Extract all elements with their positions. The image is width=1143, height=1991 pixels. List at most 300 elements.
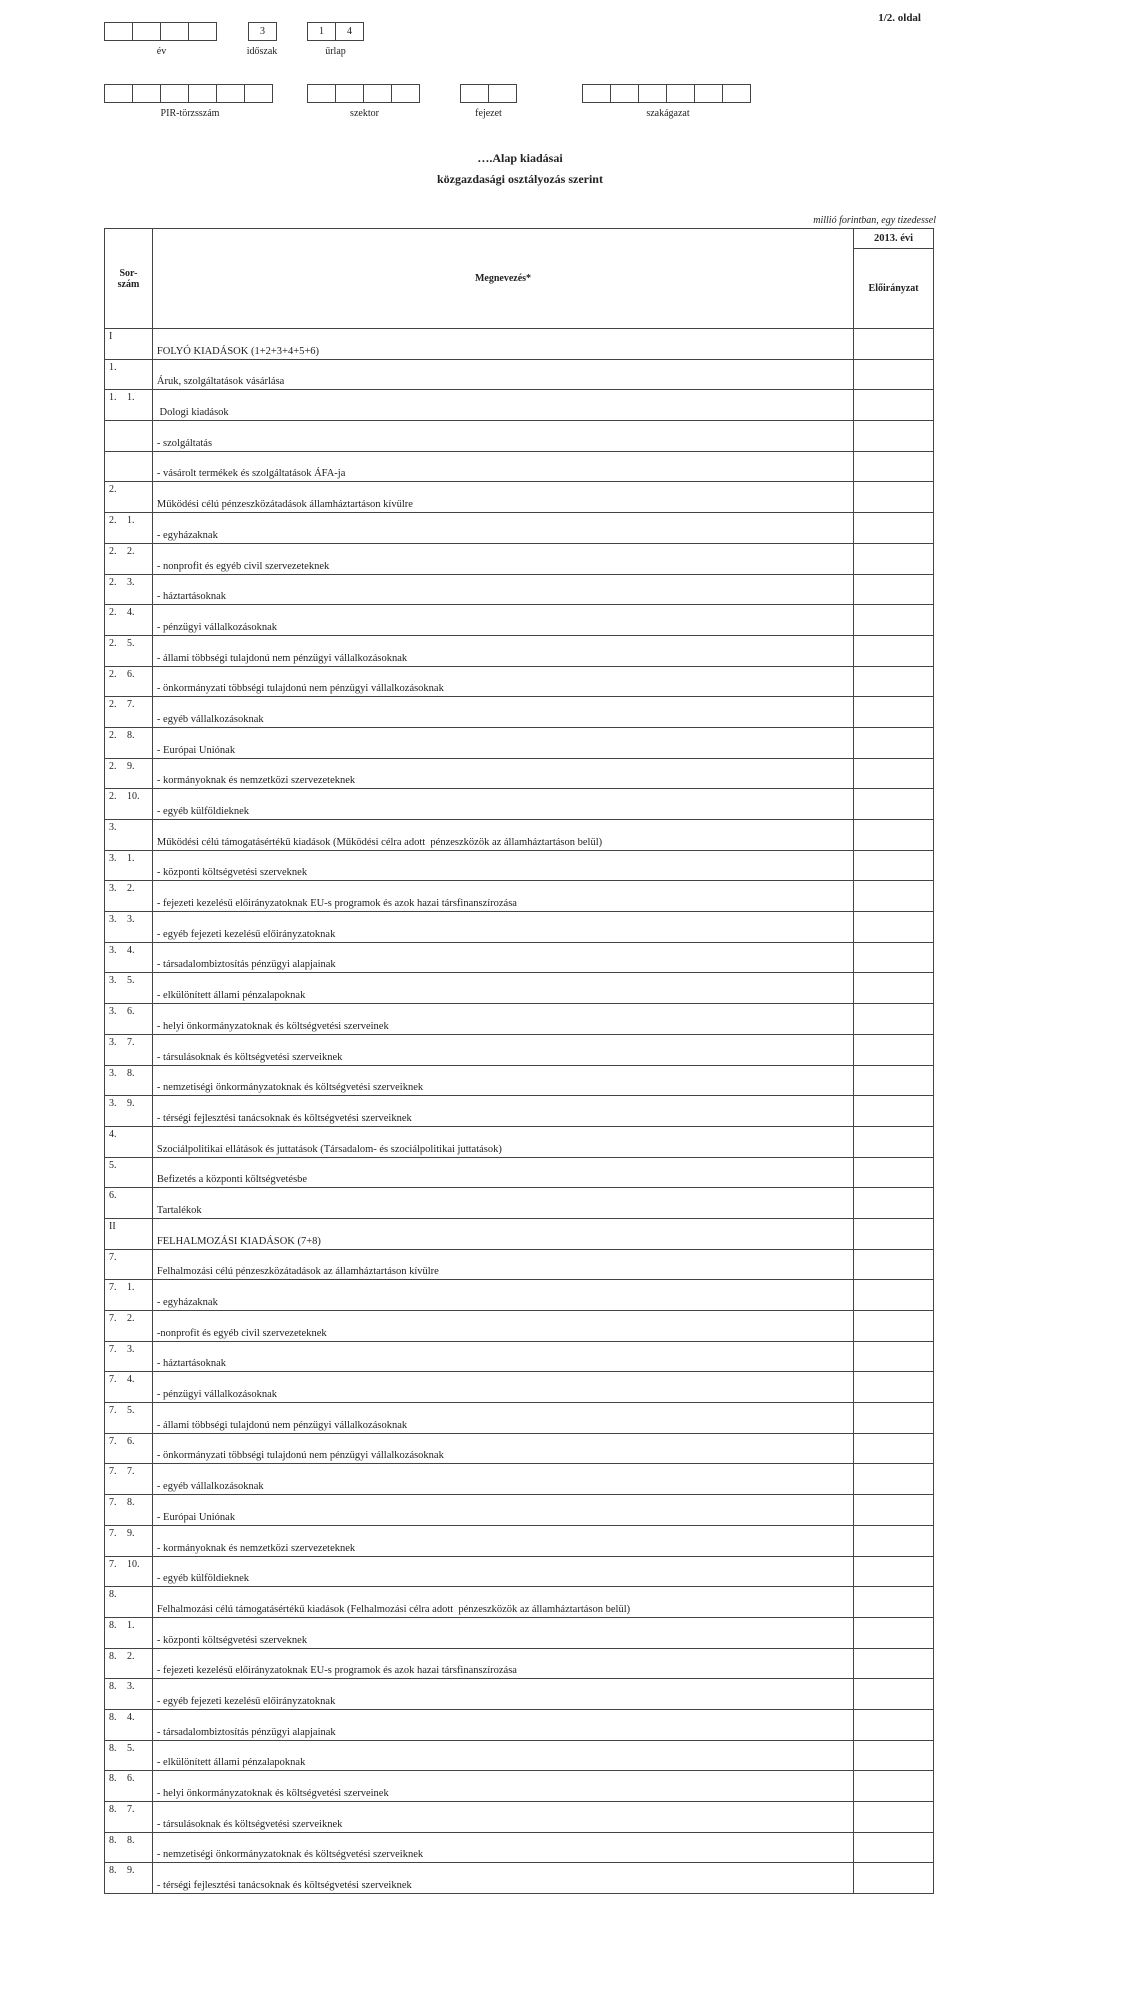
table-row (105, 1280, 934, 1311)
row-number-main: 7. (109, 1313, 117, 1324)
row-number-sub: 3. (127, 1681, 135, 1693)
fejezet-boxes[interactable] (460, 84, 516, 103)
row-number-main: 8. (109, 1865, 117, 1877)
eloiranyzat-cell[interactable] (854, 451, 934, 482)
table-row (105, 1157, 934, 1188)
row-label: - pénzügyi vállalkozásoknak (152, 1372, 853, 1403)
row-number (105, 820, 153, 851)
table-row (105, 1126, 934, 1157)
table-row (105, 850, 934, 881)
row-number (105, 1617, 153, 1648)
row-label: - vásárolt termékek és szolgáltatások ÁFA-ja (152, 451, 853, 482)
row-number-sub: 6. (127, 1006, 135, 1018)
urlap-box[interactable]: 4 (335, 22, 364, 41)
row-number (105, 635, 153, 666)
row-label: - társulásoknak és költségvetési szerveiknek (152, 1034, 853, 1065)
szektor-boxes[interactable] (307, 84, 419, 103)
szektor-box[interactable] (307, 84, 336, 103)
row-label: - nonprofit és egyéb civil szervezeteknek (152, 543, 853, 574)
row-number (105, 1556, 153, 1587)
eloiranyzat-cell[interactable] (854, 1280, 934, 1311)
table-row (105, 1771, 934, 1802)
row-label: - társulásoknak és költségvetési szerveiknek (152, 1802, 853, 1833)
table-row (105, 912, 934, 943)
szektor-label: szektor (350, 108, 379, 119)
row-number-main: 2. (109, 791, 117, 803)
table-row (105, 359, 934, 390)
table-row (105, 1065, 934, 1096)
row-number-main: 3. (109, 975, 117, 987)
eloiranyzat-cell[interactable] (854, 574, 934, 605)
pir-boxes[interactable] (104, 84, 272, 103)
table-row (105, 1556, 934, 1587)
eloiranyzat-cell[interactable] (854, 482, 934, 513)
row-label: - pénzügyi vállalkozásoknak (152, 605, 853, 636)
table-row (105, 1495, 934, 1526)
table-row (105, 574, 934, 605)
eloiranyzat-cell[interactable] (854, 1863, 934, 1894)
eloiranyzat-cell[interactable] (854, 1249, 934, 1280)
eloiranyzat-cell[interactable] (854, 1311, 934, 1342)
row-number (105, 912, 153, 943)
eloiranyzat-cell[interactable] (854, 1157, 934, 1188)
row-number (105, 1157, 153, 1188)
szakagazat-label: szakágazat (646, 108, 690, 119)
row-number (105, 697, 153, 728)
row-number-main: 1. (109, 361, 117, 373)
row-number-main: 2. (109, 515, 117, 527)
row-number-sub: 3. (127, 914, 135, 926)
eloiranyzat-cell[interactable] (854, 1218, 934, 1249)
table-row (105, 1034, 934, 1065)
row-label: - egyházaknak (152, 513, 853, 544)
ev-box[interactable] (160, 22, 189, 41)
table-row (105, 1587, 934, 1618)
row-number-main: 3. (109, 1067, 117, 1079)
row-number-main: 2. (109, 607, 117, 619)
eloiranyzat-cell[interactable] (854, 1464, 934, 1495)
idoszak-box[interactable]: 3 (248, 22, 277, 41)
table-row (105, 727, 934, 758)
row-number-main: 3. (109, 944, 117, 956)
row-number (105, 666, 153, 697)
row-label: Működési célú pénzeszközátadások államháztartáson kívülre (152, 482, 853, 513)
row-number-main: 5. (109, 1159, 117, 1171)
page-title: ….Alap kiadásai (477, 151, 563, 165)
table-row (105, 1433, 934, 1464)
row-label: - fejezeti kezelésű előirányzatoknak EU-s programok és azok hazai társfinanszírozása (152, 1648, 853, 1679)
table-row (105, 605, 934, 636)
eloiranyzat-cell[interactable] (854, 1433, 934, 1464)
row-label: - egyéb külföldieknek (152, 1556, 853, 1587)
szakagazat-box[interactable] (582, 84, 611, 103)
row-number-main: 2. (109, 576, 117, 588)
row-label: - térségi fejlesztési tanácsoknak és költségvetési szerveiknek (152, 1863, 853, 1894)
pir-box[interactable] (216, 84, 245, 103)
table-row (105, 329, 934, 360)
eloiranyzat-cell[interactable] (854, 1740, 934, 1771)
row-label: - társadalombiztosítás pénzügyi alapjainak (152, 942, 853, 973)
eloiranyzat-cell[interactable] (854, 912, 934, 943)
eloiranyzat-cell[interactable] (854, 1403, 934, 1434)
row-label: - központi költségvetési szerveknek (152, 1617, 853, 1648)
table-row (105, 635, 934, 666)
eloiranyzat-cell[interactable] (854, 1065, 934, 1096)
row-number-sub: 5. (127, 1742, 135, 1754)
table-row (105, 789, 934, 820)
pir-box[interactable] (244, 84, 273, 103)
row-number-sub: 9. (127, 1527, 135, 1539)
ev-box[interactable] (188, 22, 217, 41)
row-number-sub: 9. (127, 1098, 135, 1110)
row-number (105, 881, 153, 912)
eloiranyzat-cell[interactable] (854, 1771, 934, 1802)
row-label: - fejezeti kezelésű előirányzatoknak EU-s programok és azok hazai társfinanszírozása (152, 881, 853, 912)
row-number (105, 543, 153, 574)
row-label: FELHALMOZÁSI KIADÁSOK (7+8) (152, 1218, 853, 1249)
row-number (105, 1587, 153, 1618)
row-number (105, 1218, 153, 1249)
row-label: - egyházaknak (152, 1280, 853, 1311)
eloiranyzat-cell[interactable] (854, 359, 934, 390)
row-number-main: 1. (109, 392, 117, 404)
row-number (105, 1679, 153, 1710)
row-label: - helyi önkormányzatoknak és költségvetési szerveinek (152, 1771, 853, 1802)
row-number (105, 329, 153, 360)
row-number-sub: 4. (127, 1711, 135, 1723)
row-number (105, 1188, 153, 1219)
row-number (105, 789, 153, 820)
row-number-sub: 4. (127, 944, 135, 956)
eloiranyzat-cell[interactable] (854, 635, 934, 666)
row-number-sub: 8. (127, 1834, 135, 1846)
row-label: - egyéb vállalkozásoknak (152, 1464, 853, 1495)
row-number-main: 7. (109, 1282, 117, 1294)
eloiranyzat-cell[interactable] (854, 1802, 934, 1833)
eloiranyzat-cell[interactable] (854, 942, 934, 973)
table-row (105, 666, 934, 697)
row-number-main: 7. (109, 1435, 117, 1447)
table-body (105, 329, 934, 1894)
row-number (105, 1280, 153, 1311)
row-number-sub: 7. (127, 1036, 135, 1048)
row-number (105, 1341, 153, 1372)
pir-box[interactable] (188, 84, 217, 103)
row-number-main: 7. (109, 1343, 117, 1355)
row-number-main: 8. (109, 1834, 117, 1846)
row-number (105, 727, 153, 758)
szakagazat-box[interactable] (610, 84, 639, 103)
row-number (105, 1495, 153, 1526)
szakagazat-box[interactable] (722, 84, 751, 103)
row-number-main: 8. (109, 1589, 117, 1601)
row-number (105, 1126, 153, 1157)
row-number-sub: 4. (127, 1374, 135, 1386)
eloiranyzat-cell[interactable] (854, 666, 934, 697)
row-number (105, 1034, 153, 1065)
eloiranyzat-cell[interactable] (854, 1709, 934, 1740)
eloiranyzat-cell[interactable] (854, 1096, 934, 1127)
row-number (105, 1648, 153, 1679)
table-row (105, 1464, 934, 1495)
row-label: - egyéb fejezeti kezelésű előirányzatoknak (152, 912, 853, 943)
row-number-sub: 7. (127, 1804, 135, 1815)
row-number-main: 8. (109, 1773, 117, 1785)
idoszak-boxes[interactable] (248, 22, 276, 41)
row-label: - térségi fejlesztési tanácsoknak és költségvetési szerveiknek (152, 1096, 853, 1127)
row-number-sub: 2. (127, 1650, 135, 1662)
row-label: Szociálpolitikai ellátások és juttatások (Társadalom- és szociálpolitikai juttatások) (152, 1126, 853, 1157)
table-row (105, 482, 934, 513)
row-number-sub: 10. (127, 791, 140, 803)
row-label: FOLYÓ KIADÁSOK (1+2+3+4+5+6) (152, 329, 853, 360)
table-row (105, 942, 934, 973)
table-row (105, 1832, 934, 1863)
table-row (105, 1617, 934, 1648)
row-number-main: 2. (109, 729, 117, 741)
row-number-main: 8. (109, 1742, 117, 1754)
fejezet-box[interactable] (460, 84, 489, 103)
row-number-main: 3. (109, 822, 117, 833)
row-number-sub: 2. (127, 1313, 135, 1324)
szektor-box[interactable] (391, 84, 420, 103)
table-row (105, 543, 934, 574)
row-number (105, 1525, 153, 1556)
eloiranyzat-cell[interactable] (854, 605, 934, 636)
table-row (105, 421, 934, 452)
row-label: - állami többségi tulajdonú nem pénzügyi vállalkozásoknak (152, 1403, 853, 1434)
row-number-main: 2. (109, 699, 117, 711)
szektor-box[interactable] (335, 84, 364, 103)
eloiranyzat-cell[interactable] (854, 697, 934, 728)
ev-box[interactable] (104, 22, 133, 41)
page-number-label: 1/2. oldal (878, 12, 921, 24)
fejezet-label: fejezet (475, 108, 502, 119)
fejezet-box[interactable] (488, 84, 517, 103)
eloiranyzat-cell[interactable] (854, 1617, 934, 1648)
row-number-main: 8. (109, 1650, 117, 1662)
eloiranyzat-cell[interactable] (854, 1679, 934, 1710)
row-number-sub: 5. (127, 637, 135, 649)
eloiranyzat-cell[interactable] (854, 1587, 934, 1618)
eloiranyzat-cell[interactable] (854, 1004, 934, 1035)
row-number (105, 513, 153, 544)
table-row (105, 1709, 934, 1740)
row-label: - szolgáltatás (152, 421, 853, 452)
ev-box[interactable] (132, 22, 161, 41)
row-number-sub: 6. (127, 668, 135, 680)
ev-label: év (156, 46, 167, 57)
expenditure-table (104, 228, 934, 1894)
pir-box[interactable] (160, 84, 189, 103)
row-number (105, 390, 153, 421)
table-row (105, 451, 934, 482)
pir-label: PIR-törzsszám (160, 108, 220, 119)
row-number (105, 1832, 153, 1863)
row-number-sub: 7. (127, 1466, 135, 1478)
row-number (105, 1403, 153, 1434)
row-number-main: 7. (109, 1497, 117, 1509)
table-row (105, 1740, 934, 1771)
row-label: - kormányoknak és nemzetközi szervezeteknek (152, 1525, 853, 1556)
row-number (105, 1709, 153, 1740)
table-row (105, 1679, 934, 1710)
row-label: Felhalmozási célú pénzeszközátadások az államháztartáson kívülre (152, 1249, 853, 1280)
table-row (105, 1249, 934, 1280)
row-number-sub: 4. (127, 607, 135, 619)
column-header-year: 2013. évi (854, 229, 934, 249)
urlap-boxes[interactable] (307, 22, 363, 41)
row-number-main: 7. (109, 1374, 117, 1386)
eloiranyzat-cell[interactable] (854, 789, 934, 820)
row-label: - önkormányzati többségi tulajdonú nem pénzügyi vállalkozásoknak (152, 666, 853, 697)
row-label: Áruk, szolgáltatások vásárlása (152, 359, 853, 390)
eloiranyzat-cell[interactable] (854, 390, 934, 421)
table-row (105, 758, 934, 789)
row-number-main: 7. (109, 1466, 117, 1478)
table-row (105, 1188, 934, 1219)
row-label: Felhalmozási célú támogatásértékű kiadások (Felhalmozási célra adott pénzeszközök az államháztartáson belül) (152, 1587, 853, 1618)
table-row (105, 1096, 934, 1127)
eloiranyzat-cell[interactable] (854, 1495, 934, 1526)
urlap-label: űrlap (325, 46, 346, 57)
row-label: - Európai Uniónak (152, 727, 853, 758)
row-number-sub: 2. (127, 545, 135, 557)
eloiranyzat-cell[interactable] (854, 1372, 934, 1403)
eloiranyzat-cell[interactable] (854, 758, 934, 789)
table-row (105, 1004, 934, 1035)
table-row (105, 1802, 934, 1833)
column-header-sorszam: Sor- szám (105, 229, 153, 329)
ev-boxes[interactable] (104, 22, 216, 41)
row-number-main: 7. (109, 1527, 117, 1539)
row-label: - háztartásoknak (152, 1341, 853, 1372)
row-number-main: 7. (109, 1405, 117, 1417)
row-label: - kormányoknak és nemzetközi szervezeteknek (152, 758, 853, 789)
szakagazat-boxes[interactable] (582, 84, 750, 103)
eloiranyzat-cell[interactable] (854, 1832, 934, 1863)
row-number (105, 451, 153, 482)
row-label: Tartalékok (152, 1188, 853, 1219)
row-number-main: 2. (109, 637, 117, 649)
table-row (105, 1403, 934, 1434)
row-number-sub: 3. (127, 576, 135, 588)
row-number-sub: 2. (127, 883, 135, 895)
row-label: - elkülönített állami pénzalapoknak (152, 973, 853, 1004)
row-label: - állami többségi tulajdonú nem pénzügyi vállalkozásoknak (152, 635, 853, 666)
eloiranyzat-cell[interactable] (854, 1034, 934, 1065)
row-number (105, 942, 153, 973)
row-label: - nemzetiségi önkormányzatoknak és költségvetési szerveiknek (152, 1065, 853, 1096)
row-number (105, 758, 153, 789)
urlap-box[interactable]: 1 (307, 22, 336, 41)
row-number-main: 8. (109, 1619, 117, 1631)
row-number (105, 1464, 153, 1495)
table-row (105, 1218, 934, 1249)
page-subtitle: közgazdasági osztályozás szerint (437, 172, 603, 186)
row-label: Befizetés a központi költségvetésbe (152, 1157, 853, 1188)
row-number (105, 1771, 153, 1802)
row-label: Működési célú támogatásértékű kiadások (Működési célra adott pénzeszközök az államháztartáson belül) (152, 820, 853, 851)
row-label: - egyéb külföldieknek (152, 789, 853, 820)
pir-box[interactable] (132, 84, 161, 103)
row-number-sub: 5. (127, 975, 135, 987)
row-number-main: 8. (109, 1681, 117, 1693)
eloiranyzat-cell[interactable] (854, 513, 934, 544)
eloiranyzat-cell[interactable] (854, 1341, 934, 1372)
row-number-main: 8. (109, 1711, 117, 1723)
eloiranyzat-cell[interactable] (854, 850, 934, 881)
row-number-main: 2. (109, 760, 117, 772)
row-number (105, 1311, 153, 1342)
row-number-sub: 5. (127, 1405, 135, 1417)
row-number-sub: 10. (127, 1558, 140, 1570)
row-label: - háztartásoknak (152, 574, 853, 605)
eloiranyzat-cell[interactable] (854, 1126, 934, 1157)
row-number-main: 3. (109, 914, 117, 926)
row-number (105, 1065, 153, 1096)
row-number-main: I (109, 331, 113, 342)
eloiranyzat-cell[interactable] (854, 329, 934, 360)
eloiranyzat-cell[interactable] (854, 1188, 934, 1219)
eloiranyzat-cell[interactable] (854, 973, 934, 1004)
row-number (105, 1802, 153, 1833)
eloiranyzat-cell[interactable] (854, 421, 934, 452)
eloiranyzat-cell[interactable] (854, 1556, 934, 1587)
szakagazat-box[interactable] (666, 84, 695, 103)
szektor-box[interactable] (363, 84, 392, 103)
pir-box[interactable] (104, 84, 133, 103)
szakagazat-box[interactable] (638, 84, 667, 103)
table-row (105, 1311, 934, 1342)
row-number-main: 2. (109, 545, 117, 557)
eloiranyzat-cell[interactable] (854, 1648, 934, 1679)
row-number (105, 1372, 153, 1403)
row-number (105, 605, 153, 636)
row-number-main: 7. (109, 1251, 117, 1263)
row-number-sub: 6. (127, 1773, 135, 1785)
row-number-main: 3. (109, 1006, 117, 1018)
table-row (105, 1648, 934, 1679)
column-header-megnevezes: Megnevezés* (152, 229, 853, 329)
row-number-sub: 7. (127, 699, 135, 711)
table-row (105, 820, 934, 851)
row-number-sub: 1. (127, 852, 135, 864)
row-number (105, 1249, 153, 1280)
eloiranyzat-cell[interactable] (854, 543, 934, 574)
row-number-sub: 1. (127, 1619, 135, 1631)
row-number (105, 973, 153, 1004)
row-number-main: 8. (109, 1804, 117, 1815)
row-number-main: 3. (109, 852, 117, 864)
row-number-sub: 8. (127, 1497, 135, 1509)
eloiranyzat-cell[interactable] (854, 881, 934, 912)
eloiranyzat-cell[interactable] (854, 820, 934, 851)
eloiranyzat-cell[interactable] (854, 1525, 934, 1556)
table-row (105, 1863, 934, 1894)
table-row (105, 1525, 934, 1556)
table-row (105, 697, 934, 728)
row-number (105, 482, 153, 513)
unit-note: millió forintban, egy tizedessel (813, 215, 936, 226)
szakagazat-box[interactable] (694, 84, 723, 103)
row-label: -nonprofit és egyéb civil szervezeteknek (152, 1311, 853, 1342)
row-label: - önkormányzati többségi tulajdonú nem pénzügyi vállalkozásoknak (152, 1433, 853, 1464)
eloiranyzat-cell[interactable] (854, 727, 934, 758)
table-row (105, 390, 934, 421)
row-number (105, 1004, 153, 1035)
table-row (105, 1341, 934, 1372)
